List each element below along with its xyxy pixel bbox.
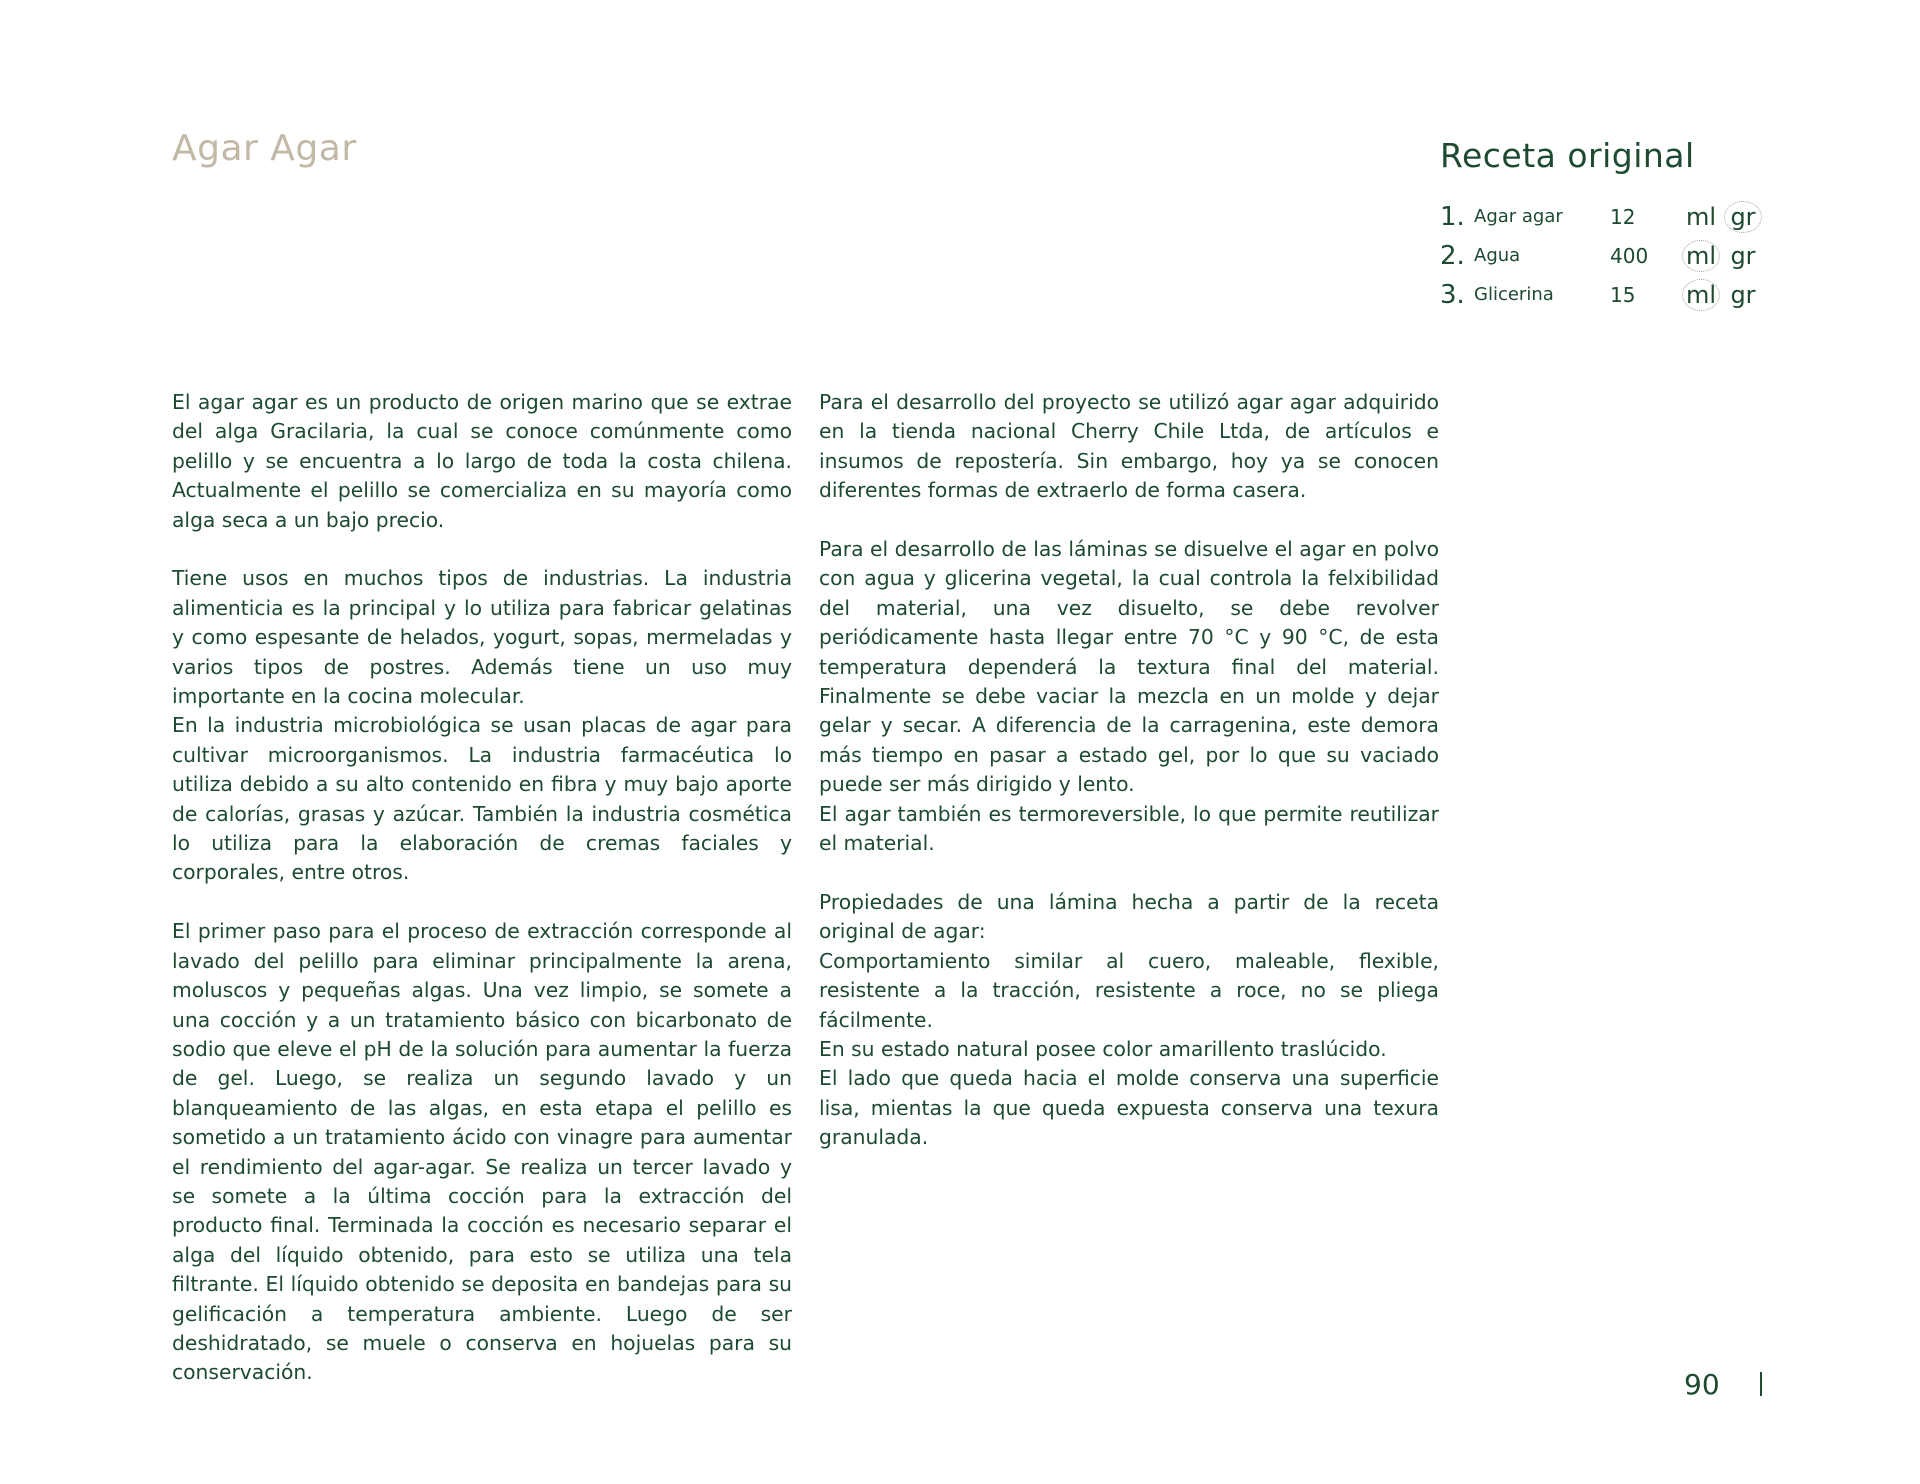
- body-column-right: [819, 388, 1439, 1153]
- recipe-row: [1440, 275, 1770, 314]
- ingredient-number: 2.: [1440, 240, 1465, 271]
- ingredient-quantity: 400: [1610, 243, 1649, 268]
- paragraph: Propiedades de una lámina hecha a partir de la receta original de agar:: [819, 889, 1439, 944]
- page-number: 90: [1684, 1368, 1720, 1401]
- paragraph: En la industria microbiológica se usan placas de agar para cultivar microorganismos. La industria farmacéutica lo utiliza debido a su alto contenido en fibra y muy bajo aporte de calorías, grasas y azúcar. También la industria cosmética lo utiliza para la elaboración de cremas faciales y corporales, entre otros.: [172, 713, 792, 885]
- page-number-divider: [1760, 1372, 1762, 1396]
- paragraph: Tiene usos en muchos tipos de industrias. La industria alimenticia es la principal y lo utiliza para fabricar gelatinas y como espesante de helados, yogurt, sopas, mermeladas y varios tipos de postres. Además tiene un uso muy importante en la cocina molecular.: [172, 566, 792, 709]
- unit-option-ml-selected[interactable]: ml: [1682, 279, 1720, 311]
- paragraph: Comportamiento similar al cuero, maleable, flexible, resistente a la tracción, resistente a roce, no se pliega fácilmente.: [819, 948, 1439, 1032]
- ingredient-name: Agua: [1474, 245, 1521, 266]
- paragraph: El agar agar es un producto de origen marino que se extrae del alga Gracilaria, la cual se conoce comúnmente como pelillo y se encuentra a lo largo de toda la costa chilena. Actualmente el pelillo se comercializa en su mayoría como alga seca a un bajo precio.: [172, 390, 792, 532]
- ingredient-number: 1.: [1440, 201, 1465, 232]
- paragraph: El primer paso para el proceso de extracción corresponde al lavado del pelillo para eliminar principalmente la arena, moluscos y pequeñas algas. Una vez limpio, se somete a una cocción y a un tratamiento básico con bicarbonato de sodio que eleve el pH de la solución para aumentar la fuerza de gel. Luego, se realiza un segundo lavado y un blanqueamiento de las algas, en esta etapa el pelillo es sometido a un tratamiento ácido con vinagre para aumentar el rendimiento del agar-agar. Se realiza un tercer lavado y se somete a la última cocción para la extracción del producto final. Terminada la cocción es necesario separar el alga del líquido obtenido, para esto se utiliza una tela filtrante. El líquido obtenido se deposita en bandejas para su gelificación a temperatura ambiente. Luego de ser deshidratado, se muele o conserva en hojuelas para su conservación.: [172, 919, 792, 1385]
- ingredient-quantity: 12: [1610, 204, 1636, 229]
- recipe-title: Receta original: [1440, 136, 1695, 175]
- ingredient-name: Glicerina: [1474, 284, 1554, 305]
- unit-option-ml-selected[interactable]: ml: [1682, 240, 1720, 272]
- paragraph: El agar también es termoreversible, lo que permite reutilizar el material.: [819, 801, 1439, 856]
- body-column-left: [172, 388, 792, 1388]
- unit-option-ml[interactable]: ml: [1685, 202, 1717, 231]
- unit-option-gr[interactable]: gr: [1730, 241, 1756, 270]
- paragraph: El lado que queda hacia el molde conserva una superficie lisa, mientas la que queda expuesta conserva una texura granulada.: [819, 1066, 1439, 1150]
- paragraph: Para el desarrollo del proyecto se utilizó agar agar adquirido en la tienda nacional Cherry Chile Ltda, de artículos e insumos de repostería. Sin embargo, hoy ya se conocen diferentes formas de extraerlo de forma casera.: [819, 390, 1439, 503]
- paragraph: Para el desarrollo de las láminas se disuelve el agar en polvo con agua y glicerina vegetal, la cual controla la felxibilidad del material, una vez disuelto, se debe revolver periódicamente hasta llegar entre 70 °C y 90 °C, de esta temperatura dependerá la textura final del material. Finalmente se debe vaciar la mezcla en un molde y dejar gelar y secar. A diferencia de la carragenina, este demora más tiempo en pasar a estado gel, por lo que su vaciado puede ser más dirigido y lento.: [819, 537, 1439, 797]
- ingredient-quantity: 15: [1610, 282, 1636, 307]
- ingredient-name: Agar agar: [1474, 206, 1563, 227]
- page-title: Agar Agar: [172, 128, 357, 169]
- unit-option-gr-selected[interactable]: gr: [1724, 201, 1762, 233]
- recipe-row: [1440, 197, 1770, 236]
- ingredient-number: 3.: [1440, 279, 1465, 310]
- unit-option-gr[interactable]: gr: [1730, 280, 1756, 309]
- paragraph: En su estado natural posee color amarillento traslúcido.: [819, 1036, 1387, 1061]
- recipe-row: [1440, 236, 1770, 275]
- recipe-panel: [1440, 136, 1770, 314]
